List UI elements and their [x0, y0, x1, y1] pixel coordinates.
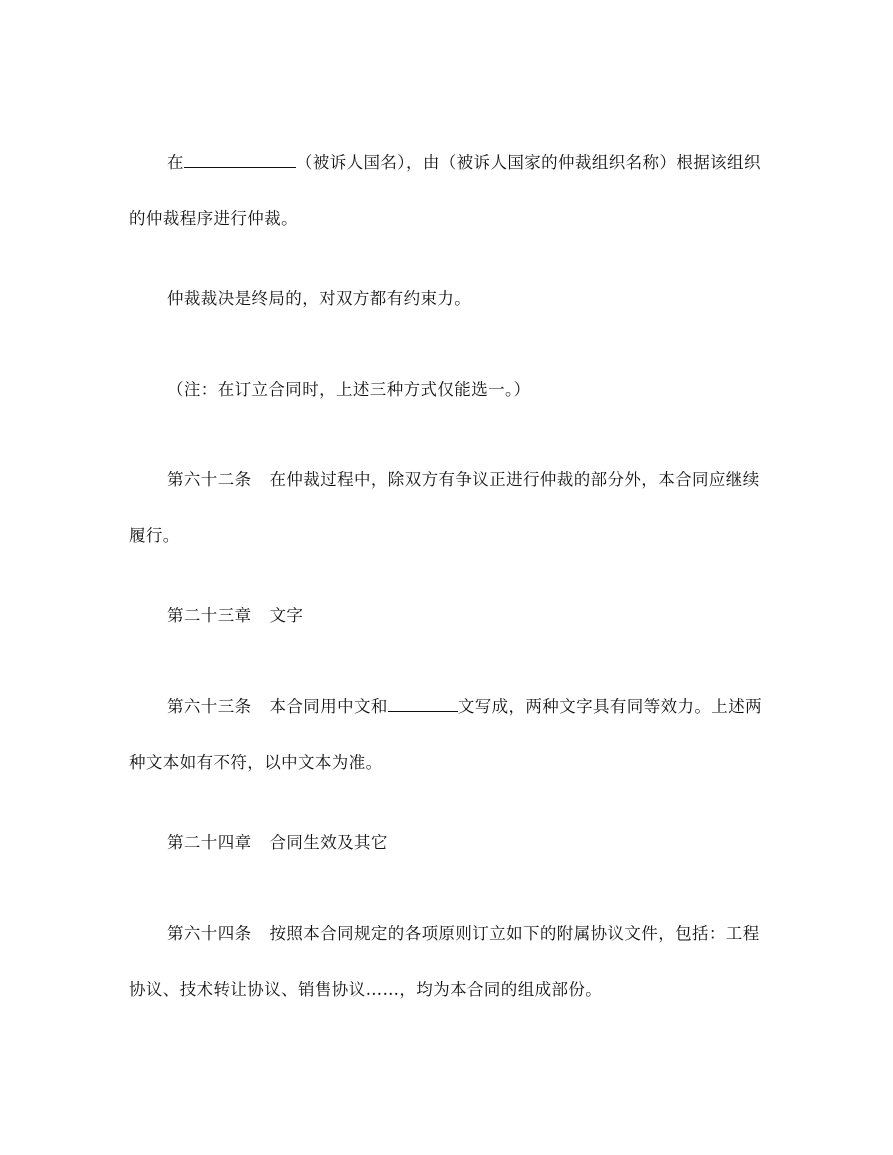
chapter-title: 合同生效及其它: [269, 833, 388, 852]
text-segment: 本合同用中文和: [269, 697, 388, 716]
text-segment: 在: [167, 153, 184, 172]
article-62: [129, 452, 774, 564]
chapter-title: 文字: [269, 606, 304, 625]
blank-field-language: [388, 694, 458, 712]
article-heading: 第六十四条: [167, 924, 252, 943]
chapter-heading: 第二十四章: [167, 833, 252, 852]
blank-field-country: [184, 150, 296, 168]
article-heading: 第六十三条: [167, 697, 252, 716]
chapter-heading: 第二十三章: [167, 606, 252, 625]
chapter-23: [129, 588, 774, 644]
article-text: 在仲裁过程中，除双方有争议正进行仲裁的部分外，本合同应继续履行。: [129, 470, 760, 545]
paragraph-note: （注：在订立合同时，上述三种方式仅能选一。）: [167, 380, 531, 399]
text-segment: （被诉人国名），由（被诉人国家的仲裁组织名称）根据该组织的仲裁程序进行仲裁。: [129, 153, 761, 228]
paragraph-award-final: 仲裁裁决是终局的，对双方都有约束力。: [167, 289, 472, 308]
chapter-24: [129, 815, 774, 871]
article-heading: 第六十二条: [167, 470, 252, 489]
article-63: [129, 679, 774, 791]
article-64: [129, 906, 774, 1018]
article-text: 按照本合同规定的各项原则订立如下的附属协议文件，包括：工程协议、技术转让协议、销售协议……，均为本合同的组成部份。: [129, 924, 760, 999]
paragraph-arbitration-venue: [129, 135, 774, 247]
text-segment: 文写成，两种文字具有同等效力。上述两种文本如有不符，以中文本为准。: [129, 697, 763, 772]
